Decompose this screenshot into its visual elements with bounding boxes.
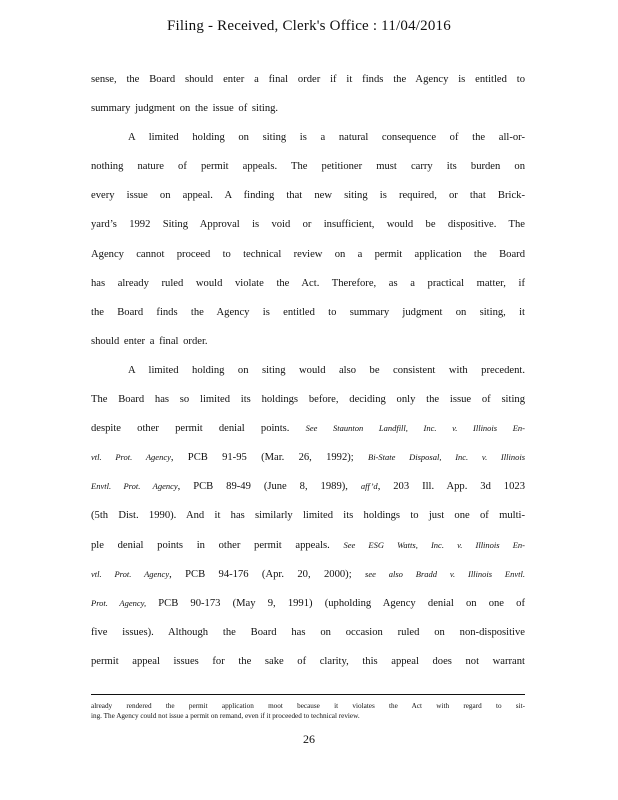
body-text-segment: , PCB 91-95 (Mar. 26, 1992);: [170, 452, 368, 464]
body-line: (5th Dist. 1990). And it has similarly limited its holdings to just one of multi-: [91, 510, 525, 522]
citation-text: Envtl. Prot. Agency: [91, 481, 178, 492]
document-body: [91, 68, 525, 679]
body-line: sense, the Board should enter a final order if it finds the Agency is entitled to: [91, 74, 525, 85]
citation-text: see also Bradd v. Illinois Envtl.: [365, 568, 525, 579]
body-line: nothing nature of permit appeals. The petitioner must carry its burden on: [91, 161, 525, 173]
body-line: A limited holding on siting would also be consistent with precedent.: [128, 364, 525, 376]
citation-text: aff’d: [360, 481, 378, 492]
footnote-separator: [91, 694, 525, 695]
body-line: summary judgment on the issue of siting.: [91, 103, 279, 115]
body-line: [91, 446, 525, 475]
filing-stamp-header: Filing - Received, Clerk's Office : 11/04/2016: [167, 18, 451, 34]
body-text-segment: despite other permit denial points.: [91, 423, 306, 435]
page-number: 26: [303, 732, 315, 746]
body-line: Agency cannot proceed to technical review on a permit application the Board: [91, 248, 525, 260]
citation-text: See Staunton Landfill, Inc. v. Illinois En-: [305, 423, 525, 434]
body-line: [91, 563, 525, 592]
body-line: [91, 534, 525, 563]
citation-text: Bi-State Disposal, Inc. v. Illinois: [368, 452, 526, 463]
body-line: permit appeal issues for the sake of clarity, this appeal does not warrant: [91, 655, 525, 667]
body-text-segment: , 203 Ill. App. 3d 1023: [377, 481, 525, 493]
citation-text: vtl. Prot. Agency: [91, 568, 170, 579]
footnote-line: already rendered the permit application moot because it violates the Act with regard to sit-: [91, 702, 525, 710]
citation-text: See ESG Watts, Inc. v. Illinois En-: [343, 539, 526, 550]
body-line: yard’s 1992 Siting Approval is void or insufficient, would be dispositive. The: [91, 219, 525, 231]
body-line: A limited holding on siting is a natural consequence of the all-or-: [128, 132, 525, 144]
citation-text: vtl. Prot. Agency: [91, 452, 171, 463]
body-line: the Board finds the Agency is entitled to summary judgment on siting, it: [91, 306, 525, 318]
body-text-segment: ple denial points in other permit appeals.: [91, 539, 344, 551]
citation-text: Prot. Agency,: [91, 597, 147, 608]
body-text-segment: PCB 90-173 (May 9, 1991) (upholding Agency denial on one of: [146, 597, 525, 609]
body-line: every issue on appeal. A finding that new siting is required, or that Brick-: [91, 190, 525, 202]
body-line: has already ruled would violate the Act. Therefore, as a practical matter, if: [91, 277, 525, 289]
body-line: [91, 475, 525, 504]
body-line: should enter a final order.: [91, 335, 208, 347]
body-text-segment: , PCB 94-176 (Apr. 20, 2000);: [169, 568, 366, 580]
body-line: [91, 417, 525, 446]
body-line: five issues). Although the Board has on occasion ruled on non-dispositive: [91, 626, 525, 638]
body-line: The Board has so limited its holdings before, deciding only the issue of siting: [91, 394, 525, 406]
footnote-line: ing. The Agency could not issue a permit on remand, even if it proceeded to technical review.: [91, 712, 360, 720]
body-line: [91, 592, 525, 621]
body-text-segment: , PCB 89-49 (June 8, 1989),: [177, 481, 361, 493]
